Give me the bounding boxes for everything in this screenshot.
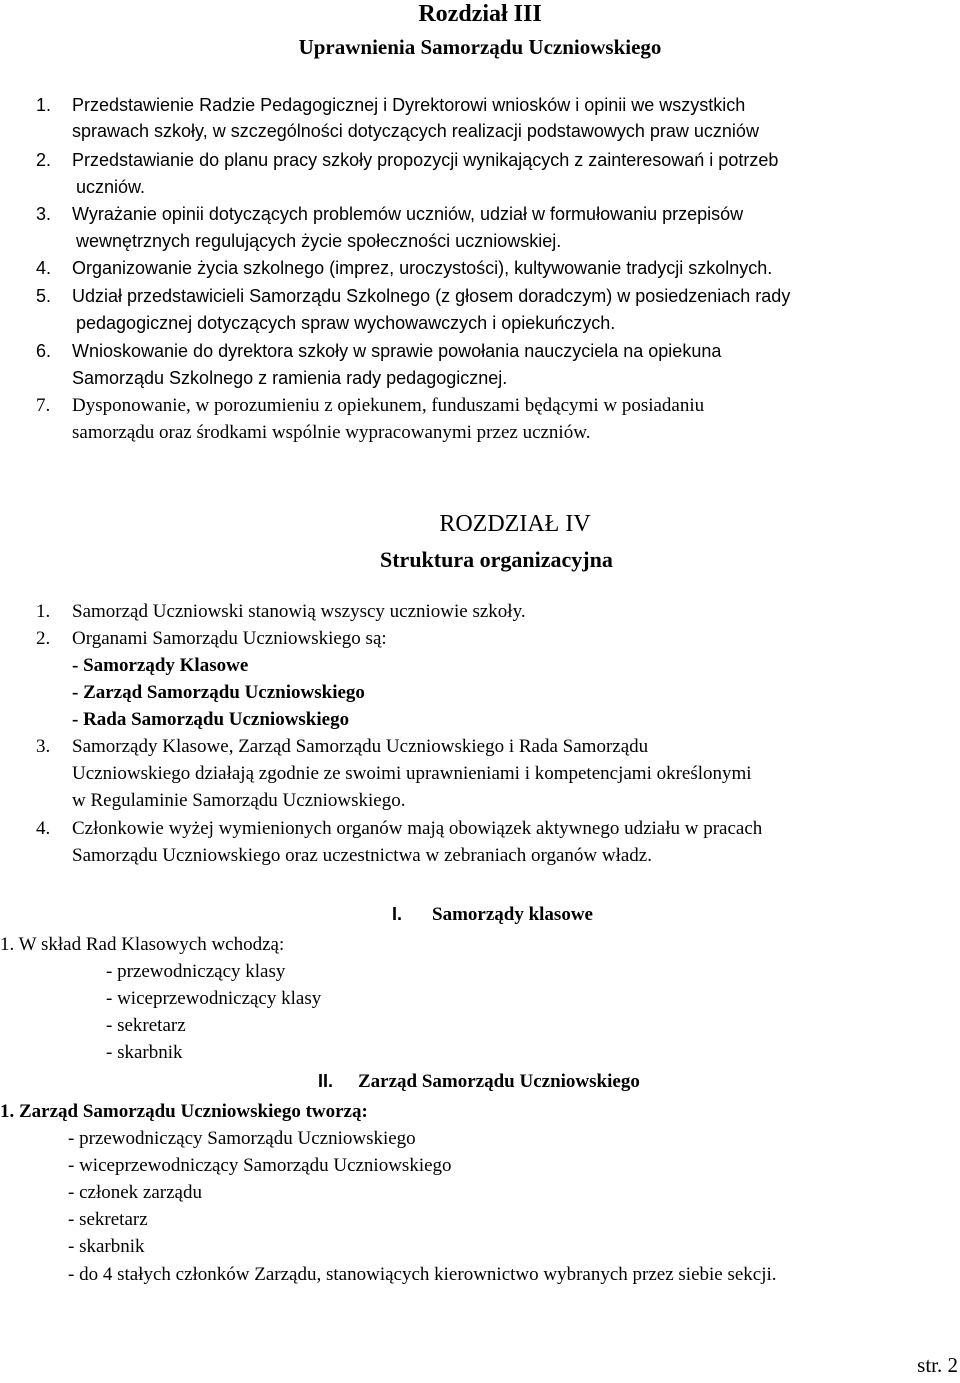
section-number: I.: [392, 904, 403, 924]
item-number: 5.: [36, 286, 52, 306]
member-item: - do 4 stałych członków Zarządu, stanowiących kierownictwo wybranych przez siebie sekcji.: [68, 1264, 777, 1285]
chapter3-title: Rozdział III: [418, 1, 542, 27]
item-number: 2.: [36, 628, 51, 649]
item-number: 7.: [36, 395, 51, 416]
chapter4-item-4-line-1: 4. Członkowie wyżej wymienionych organów mają obowiązek aktywnego udziału w pracach: [36, 818, 763, 839]
chapter3-item-7-line-1: 7. Dysponowanie, w porozumieniu z opiekunem, funduszami będącymi w posiadaniu: [36, 395, 705, 416]
chapter4-item-1: 1. Samorząd Uczniowski stanowią wszyscy uczniowie szkoły.: [36, 601, 526, 622]
section2-intro: 1. Zarząd Samorządu Uczniowskiego tworzą:: [0, 1101, 368, 1122]
page-number: str. 2: [917, 1353, 958, 1377]
chapter3-item-3-line-2: wewnętrznych regulujących życie społeczności uczniowskiej.: [76, 231, 562, 251]
member-item: - skarbnik: [68, 1236, 145, 1257]
item-number: 3.: [36, 736, 51, 757]
member-item: - sekretarz: [106, 1015, 186, 1036]
item-number: 3.: [36, 204, 52, 224]
item-number: 4.: [36, 258, 52, 278]
item-number: 1.: [36, 601, 51, 622]
chapter3-item-1-line-1: 1. Przedstawienie Radzie Pedagogicznej i Dyrektorowi wniosków i opinii we wszystkich: [36, 95, 746, 115]
chapter4-item-4-line-2: Samorządu Uczniowskiego oraz uczestnictwa w zebraniach organów władz.: [72, 845, 652, 866]
section2-title: Zarząd Samorządu Uczniowskiego: [358, 1071, 640, 1092]
item-number: 1.: [36, 95, 52, 115]
chapter4-item-3-line-2: Uczniowskiego działają zgodnie ze swoimi uprawnieniami i kompetencjami określonymi: [72, 763, 752, 784]
chapter3-item-5-line-1: 5. Udział przedstawicieli Samorządu Szkolnego (z głosem doradczym) w posiedzeniach rady: [36, 286, 791, 306]
member-item: - skarbnik: [106, 1042, 183, 1063]
chapter3-subtitle: Uprawnienia Samorządu Uczniowskiego: [298, 35, 662, 59]
chapter4-item-3-line-1: 3. Samorządy Klasowe, Zarząd Samorządu Uczniowskiego i Rada Samorządu: [36, 736, 649, 757]
section1-intro: 1. W skład Rad Klasowych wchodzą:: [0, 934, 285, 955]
section1-title: Samorządy klasowe: [432, 904, 593, 925]
chapter4-title: ROZDZIAŁ IV: [439, 511, 591, 537]
chapter4-item-2: 2. Organami Samorządu Uczniowskiego są:: [36, 628, 387, 649]
member-item: - przewodniczący Samorządu Uczniowskiego: [68, 1128, 416, 1149]
chapter4-item-3-line-3: w Regulaminie Samorządu Uczniowskiego.: [72, 790, 406, 811]
item-number: 6.: [36, 341, 52, 361]
organ-item: - Rada Samorządu Uczniowskiego: [72, 709, 350, 730]
organ-item: - Samorządy Klasowe: [72, 655, 249, 676]
member-item: - przewodniczący klasy: [106, 961, 286, 982]
chapter3-item-1-line-2: sprawach szkoły, w szczególności dotyczących realizacji podstawowych praw uczniów: [72, 121, 759, 141]
member-item: - wiceprzewodniczący Samorządu Uczniowskiego: [68, 1155, 452, 1176]
chapter3-item-6-line-2: Samorządu Szkolnego z ramienia rady pedagogicznej.: [72, 368, 508, 388]
chapter4-subtitle: Struktura organizacyjna: [380, 547, 613, 572]
item-number: 4.: [36, 818, 51, 839]
chapter3-item-5-line-2: pedagogicznej dotyczących spraw wychowawczych i opiekuńczych.: [76, 313, 616, 333]
member-item: - członek zarządu: [68, 1182, 202, 1203]
member-item: - wiceprzewodniczący klasy: [106, 988, 322, 1009]
chapter3-item-7-line-2: samorządu oraz środkami wspólnie wypracowanymi przez uczniów.: [72, 422, 591, 443]
member-item: - sekretarz: [68, 1209, 148, 1230]
item-number: 2.: [36, 150, 52, 170]
organ-item: - Zarząd Samorządu Uczniowskiego: [72, 682, 365, 703]
chapter3-item-6-line-1: 6. Wnioskowanie do dyrektora szkoły w sprawie powołania nauczyciela na opiekuna: [36, 341, 722, 361]
chapter3-item-4-line-1: 4. Organizowanie życia szkolnego (imprez, uroczystości), kultywowanie tradycji szkolnych.: [36, 258, 773, 278]
section-number: II.: [318, 1071, 334, 1091]
section1-heading: [392, 902, 593, 927]
section2-heading: [318, 1069, 640, 1094]
chapter3-item-3-line-1: 3. Wyrażanie opinii dotyczących problemów uczniów, udział w formułowaniu przepisów: [36, 204, 744, 224]
chapter3-item-2-line-2: uczniów.: [76, 177, 146, 197]
chapter3-item-2-line-1: 2. Przedstawianie do planu pracy szkoły propozycji wynikających z zainteresowań i potrzeb: [36, 150, 779, 170]
